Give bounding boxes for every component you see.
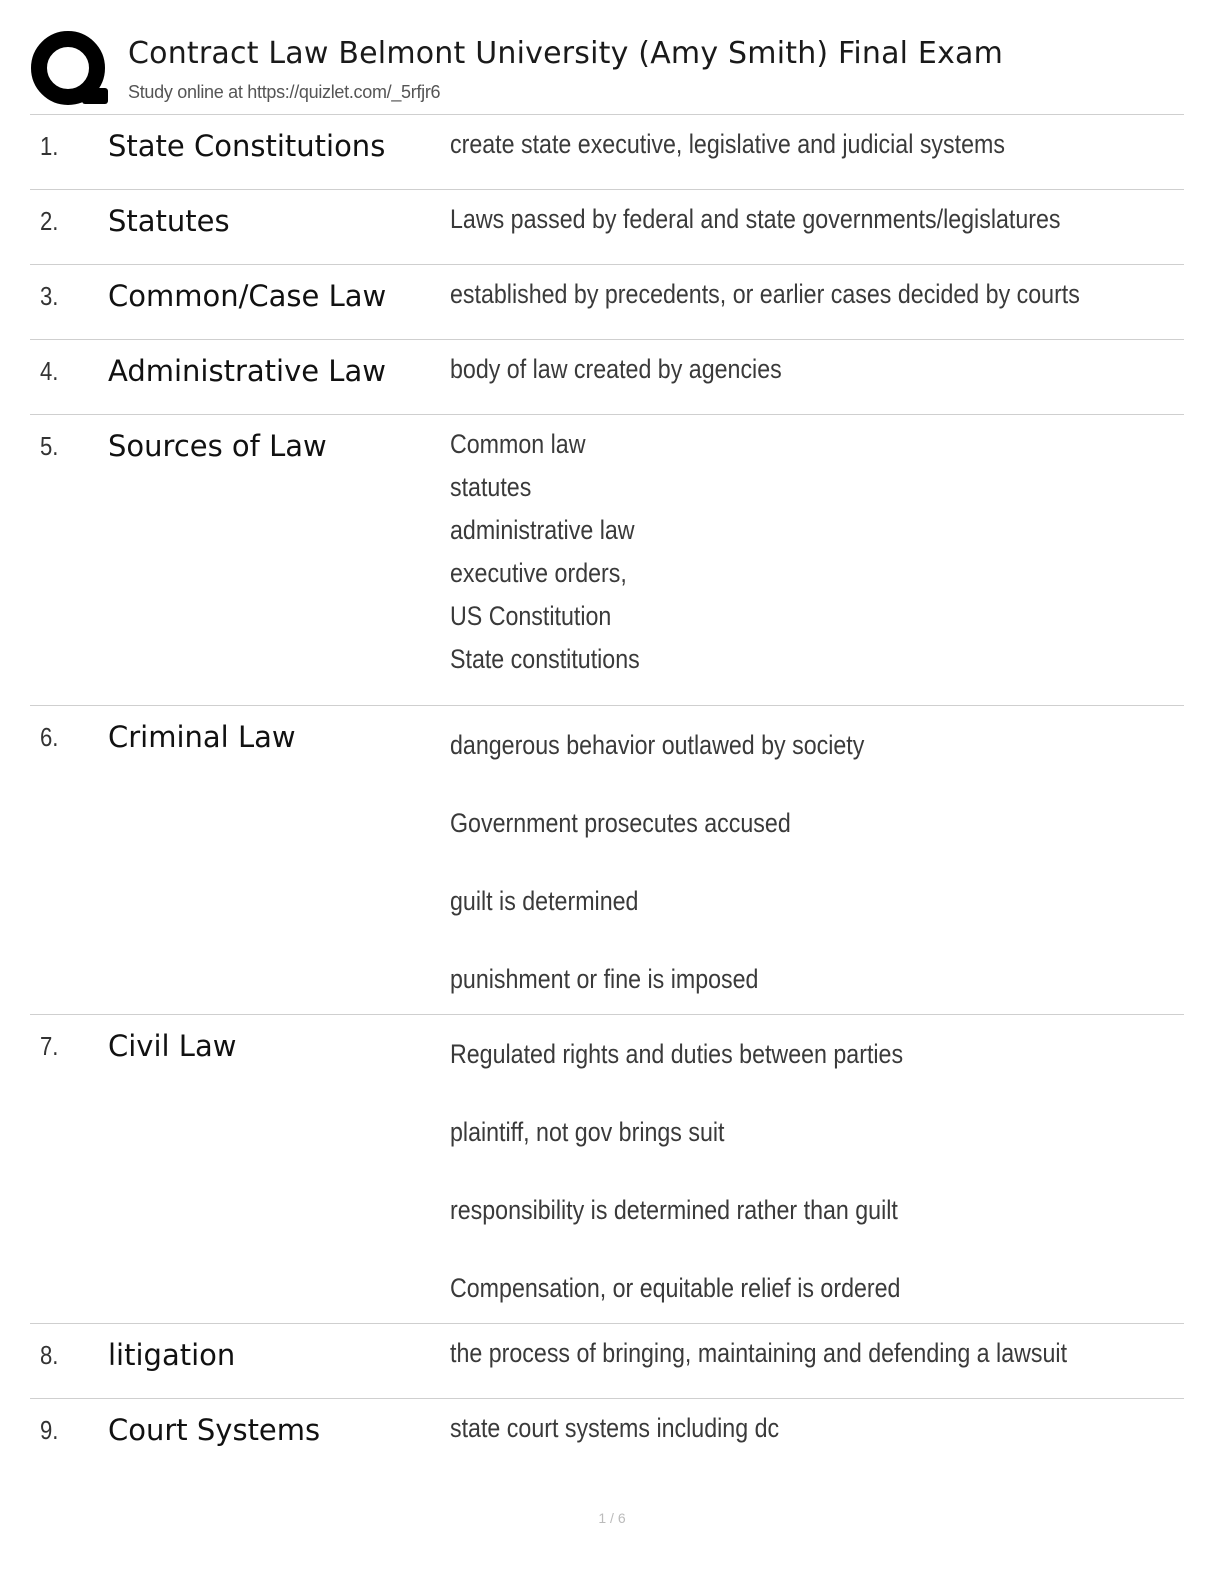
definition-line: established by precedents, or earlier cases decided by courts: [450, 279, 1080, 309]
definition-line: executive orders,: [450, 558, 627, 588]
card-number: 3.: [40, 281, 59, 311]
card-number: 5.: [40, 431, 59, 461]
definition-line: Laws passed by federal and state governments/legislatures: [450, 204, 1061, 234]
card-number: 4.: [40, 356, 59, 386]
card-definition: [450, 431, 1078, 681]
card-row: [30, 415, 1184, 706]
definition-line: dangerous behavior outlawed by society: [450, 730, 865, 760]
definition-line: plaintiff, not gov brings suit: [450, 1117, 725, 1147]
definition-line: US Constitution: [450, 601, 612, 631]
card-term: Common/Case Law: [108, 279, 387, 313]
header: [30, 28, 1190, 114]
card-row: [30, 190, 1184, 265]
card-definition: [450, 1015, 1078, 1327]
card-term: litigation: [108, 1338, 236, 1372]
card-definition: [450, 706, 1078, 1018]
card-row: [30, 115, 1184, 190]
card-row: [30, 1399, 1184, 1474]
definition-line: state court systems including dc: [450, 1413, 780, 1443]
card-number: 1.: [40, 131, 59, 161]
page-number: 1 / 6: [598, 1510, 626, 1526]
card-row: [30, 1324, 1184, 1399]
definition-line: Government prosecutes accused: [450, 808, 791, 838]
card-definition: [450, 281, 1078, 316]
card-term: Statutes: [108, 204, 230, 238]
card-number: 9.: [40, 1415, 59, 1445]
card-number: 6.: [40, 722, 59, 752]
definition-line: Compensation, or equitable relief is ordered: [450, 1273, 901, 1303]
card-term: Sources of Law: [108, 429, 327, 463]
card-definition: [450, 206, 1078, 241]
card-term: Civil Law: [108, 1029, 237, 1063]
definition-line: responsibility is determined rather than guilt: [450, 1195, 898, 1225]
definition-line: punishment or fine is imposed: [450, 964, 759, 994]
definition-line: State constitutions: [450, 644, 640, 674]
definition-line: guilt is determined: [450, 886, 639, 916]
card-row: [30, 706, 1184, 1015]
definition-line: create state executive, legislative and judicial systems: [450, 129, 1005, 159]
flashcard-table: [30, 114, 1184, 1474]
page-title: Contract Law Belmont University (Amy Smith) Final Exam: [128, 36, 1004, 71]
definition-line: Common law: [450, 429, 586, 459]
card-definition: [450, 356, 1078, 391]
card-row: [30, 1015, 1184, 1324]
card-row: [30, 265, 1184, 340]
definition-line: statutes: [450, 472, 532, 502]
definition-line: the process of bringing, maintaining and defending a lawsuit: [450, 1338, 1068, 1368]
quizlet-logo-icon: [30, 30, 110, 110]
card-number: 2.: [40, 206, 59, 236]
card-term: Court Systems: [108, 1413, 321, 1447]
study-online-link[interactable]: Study online at https://quizlet.com/_5rfjr6: [128, 82, 441, 102]
definition-line: administrative law: [450, 515, 635, 545]
card-term: Administrative Law: [108, 354, 386, 388]
card-number: 8.: [40, 1340, 59, 1370]
card-definition: [450, 131, 1078, 166]
card-row: [30, 340, 1184, 415]
card-definition: [450, 1415, 1078, 1450]
card-definition: [450, 1340, 1078, 1375]
card-term: State Constitutions: [108, 129, 386, 163]
card-number: 7.: [40, 1031, 59, 1061]
definition-line: Regulated rights and duties between parties: [450, 1039, 904, 1069]
card-term: Criminal Law: [108, 720, 296, 754]
definition-line: body of law created by agencies: [450, 354, 782, 384]
